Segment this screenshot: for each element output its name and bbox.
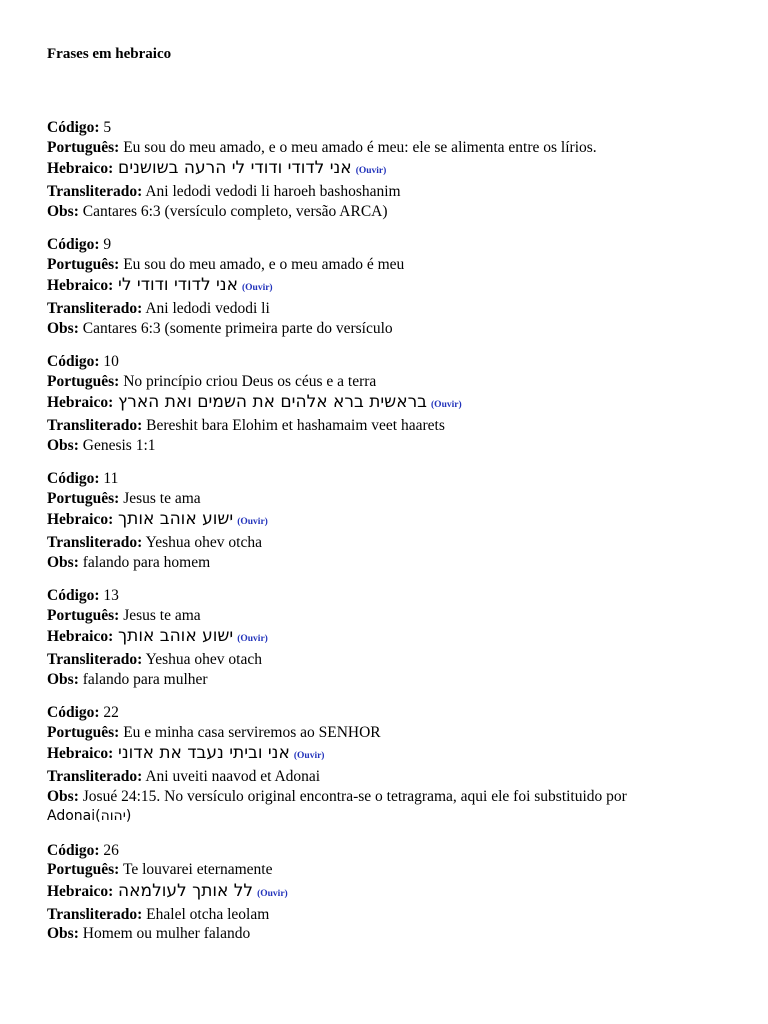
hebraico-value: אני וביתי נעבד את אדוני: [118, 743, 290, 763]
obs-value: falando para homem: [82, 553, 211, 571]
obs-label: Obs:: [47, 787, 79, 805]
transliterado-label: Transliterado:: [47, 905, 143, 923]
hebraico-label: Hebraico:: [47, 160, 114, 177]
codigo-value: 11: [103, 470, 119, 487]
obs-value: Homem ou mulher falando: [82, 925, 251, 942]
portugues-value: Te louvarei eternamente: [122, 861, 273, 878]
ouvir-link[interactable]: (Ouvir): [257, 888, 288, 899]
transliterado-value: Ani ledodi vedodi li: [145, 300, 270, 317]
obs-continuation-value: Adonai(יהוה): [47, 808, 132, 824]
hebraico-label: Hebraico:: [47, 511, 114, 528]
obs-label: Obs:: [47, 319, 79, 337]
obs-value: Josué 24:15. No versículo original encontra-se o tetragrama, aqui ele foi substituido por: [82, 787, 627, 805]
portugues-line: [47, 723, 747, 743]
portugues-line: [47, 489, 747, 509]
portugues-label: Português:: [47, 723, 120, 741]
obs-line: [47, 436, 747, 456]
obs-label: Obs:: [47, 670, 79, 688]
obs-line: [47, 202, 747, 222]
portugues-value: Jesus te ama: [123, 489, 201, 507]
hebraico-line: [47, 625, 747, 650]
phrase-entry: [47, 352, 747, 455]
hebraico-line: [47, 742, 747, 767]
codigo-label: Código:: [47, 841, 100, 859]
ouvir-link[interactable]: (Ouvir): [237, 634, 268, 644]
transliterado-value: Yeshua ohev otcha: [145, 534, 262, 551]
codigo-line: [47, 118, 747, 138]
hebraico-line: [47, 391, 747, 416]
hebraico-value: אני לדודי ודודי לי: [118, 275, 238, 295]
obs-line: [47, 319, 747, 339]
hebraico-line: [47, 157, 747, 182]
ouvir-link[interactable]: (Ouvir): [431, 400, 462, 410]
transliterado-line: [47, 299, 747, 319]
transliterado-line: [47, 416, 747, 436]
ouvir-link[interactable]: (Ouvir): [293, 751, 325, 761]
portugues-label: Português:: [47, 606, 120, 624]
codigo-value: 22: [103, 704, 119, 721]
hebraico-value: ישוע אוהב אותך: [118, 509, 234, 529]
transliterado-label: Transliterado:: [47, 417, 143, 434]
ouvir-link[interactable]: (Ouvir): [237, 517, 268, 527]
portugues-label: Português:: [47, 255, 120, 273]
obs-label: Obs:: [47, 202, 79, 220]
hebraico-line: [47, 880, 747, 905]
portugues-label: Português:: [47, 489, 120, 507]
hebraico-value: בראשית ברא אלהים את השמים ואת הארץ: [118, 392, 428, 412]
ouvir-link[interactable]: (Ouvir): [355, 166, 387, 176]
portugues-value: Eu sou do meu amado, e o meu amado é meu: ele se alimenta entre os lírios.: [123, 138, 597, 156]
phrase-entry: [47, 703, 747, 827]
obs-line: [47, 553, 747, 573]
codigo-line: [47, 469, 747, 489]
portugues-value: No princípio criou Deus os céus e a terra: [123, 372, 377, 390]
portugues-label: Português:: [47, 372, 120, 390]
transliterado-value: Yeshua ohev otach: [145, 651, 262, 668]
transliterado-line: [47, 182, 747, 202]
hebraico-value: אני לדודי ודודי לי הרעה בשושנים: [118, 158, 352, 178]
phrase-entry: [47, 586, 747, 689]
codigo-value: 5: [103, 119, 112, 136]
transliterado-value: Bereshit bara Elohim et hashamaim veet haarets: [146, 417, 445, 434]
portugues-value: Eu sou do meu amado, e o meu amado é meu: [123, 255, 405, 273]
obs-value: Cantares 6:3 (versículo completo, versão ARCA): [82, 202, 388, 220]
phrase-entry: [47, 841, 747, 944]
portugues-line: [47, 606, 747, 626]
obs-value: Cantares 6:3 (somente primeira parte do versículo: [82, 319, 393, 337]
portugues-value: Jesus te ama: [123, 606, 201, 624]
document-page: [47, 44, 747, 958]
phrase-entry: [47, 118, 747, 221]
codigo-label: Código:: [47, 353, 100, 370]
transliterado-line: [47, 650, 747, 670]
codigo-label: Código:: [47, 587, 100, 604]
codigo-line: [47, 586, 747, 606]
codigo-line: [47, 703, 747, 723]
transliterado-value: Ani uveiti naavod et Adonai: [145, 768, 321, 785]
hebraico-value: ישוע אוהב אותך: [118, 626, 234, 646]
portugues-line: [47, 860, 747, 880]
page-title: Frases em hebraico: [47, 46, 172, 62]
codigo-value: 26: [103, 841, 119, 859]
ouvir-link[interactable]: (Ouvir): [241, 283, 273, 293]
portugues-label: Português:: [47, 138, 120, 156]
codigo-line: [47, 352, 747, 372]
codigo-value: 13: [103, 587, 119, 604]
obs-line: [47, 787, 747, 807]
obs-line: [47, 670, 747, 690]
codigo-label: Código:: [47, 119, 100, 136]
portugues-label: Português:: [47, 861, 120, 878]
phrase-entry: [47, 235, 747, 338]
transliterado-line: [47, 533, 747, 553]
transliterado-value: Ani ledodi vedodi li haroeh bashoshanim: [145, 183, 401, 200]
portugues-line: [47, 255, 747, 275]
transliterado-label: Transliterado:: [47, 768, 143, 785]
transliterado-line: [47, 905, 747, 925]
portugues-line: [47, 372, 747, 392]
transliterado-label: Transliterado:: [47, 300, 143, 317]
hebraico-label: Hebraico:: [47, 394, 114, 411]
transliterado-value: Ehalel otcha leolam: [146, 905, 270, 923]
portugues-line: [47, 138, 747, 158]
phrase-entry: [47, 469, 747, 572]
obs-continuation: [47, 806, 747, 827]
transliterado-label: Transliterado:: [47, 183, 143, 200]
hebraico-line: [47, 274, 747, 299]
hebraico-line: [47, 508, 747, 533]
portugues-value: Eu e minha casa serviremos ao SENHOR: [123, 723, 381, 741]
transliterado-line: [47, 767, 747, 787]
hebraico-label: Hebraico:: [47, 628, 114, 645]
obs-value: falando para mulher: [82, 670, 208, 688]
obs-value: Genesis 1:1: [82, 436, 156, 454]
transliterado-label: Transliterado:: [47, 534, 143, 551]
codigo-value: 10: [103, 353, 119, 370]
hebraico-label: Hebraico:: [47, 277, 114, 294]
obs-label: Obs:: [47, 925, 79, 942]
obs-label: Obs:: [47, 436, 79, 454]
codigo-label: Código:: [47, 704, 100, 721]
transliterado-label: Transliterado:: [47, 651, 143, 668]
codigo-value: 9: [103, 236, 112, 253]
hebraico-label: Hebraico:: [47, 882, 114, 900]
codigo-line: [47, 235, 747, 255]
obs-line: [47, 924, 747, 944]
codigo-label: Código:: [47, 470, 100, 487]
codigo-label: Código:: [47, 236, 100, 253]
hebraico-value: לל אותך לעולמאה: [118, 880, 254, 901]
codigo-line: [47, 841, 747, 861]
hebraico-label: Hebraico:: [47, 745, 114, 762]
obs-label: Obs:: [47, 553, 79, 571]
